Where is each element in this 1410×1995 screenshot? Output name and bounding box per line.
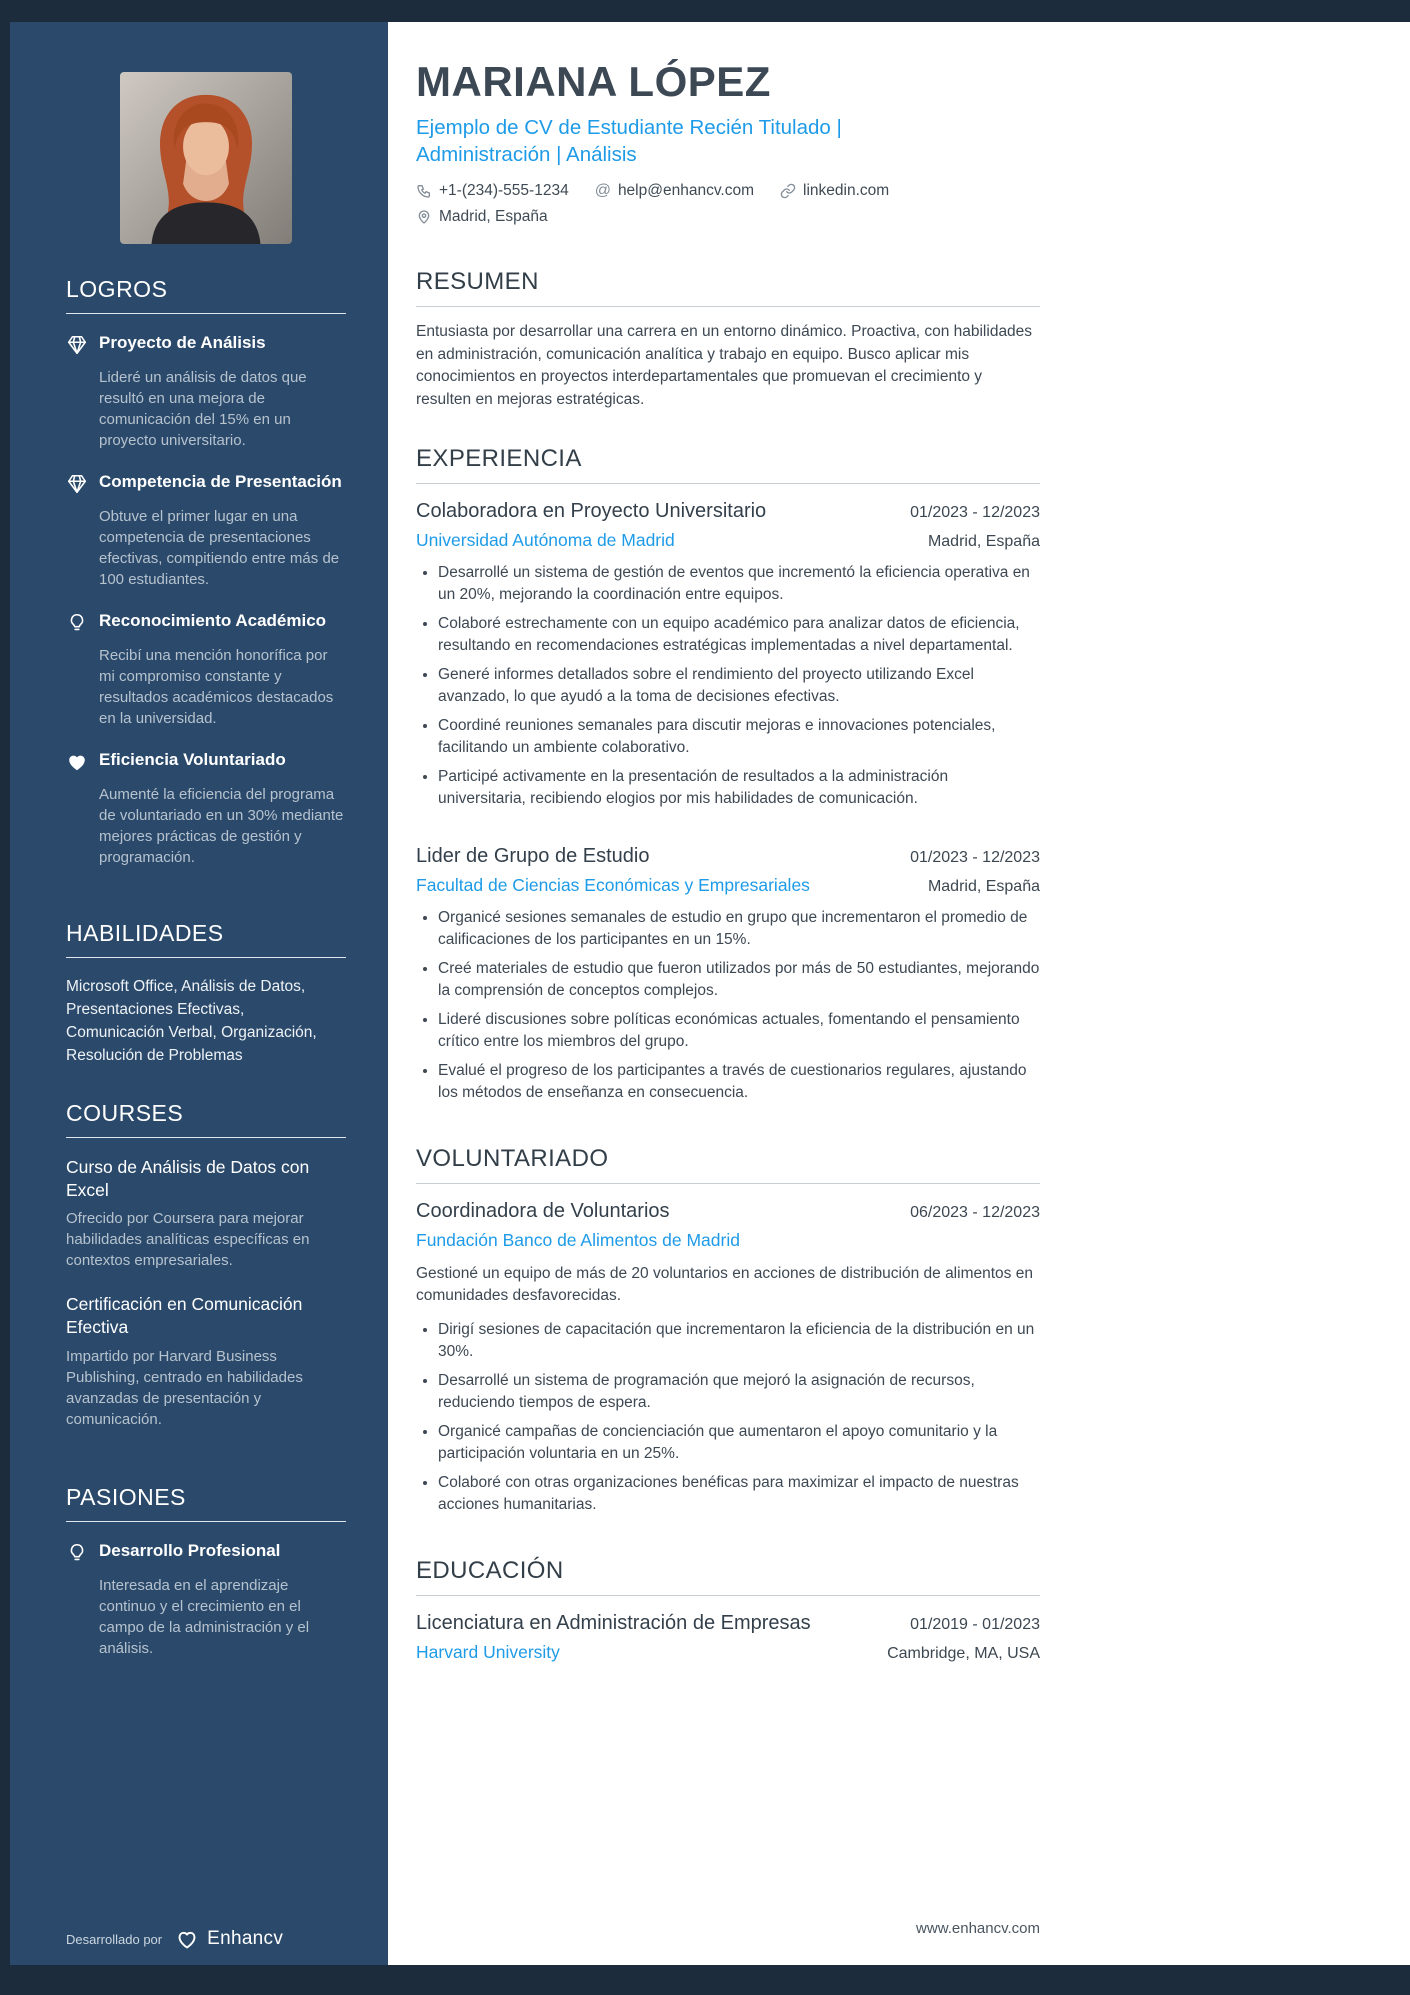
main-content: [388, 22, 1410, 1965]
bullet-item: • Participé activamente en la presentación de resultados a la administración universitaria, recibiendo elogios por mis habilidades de comunicación.: [438, 766, 1040, 810]
bullet-item: • Creé materiales de estudio que fueron utilizados por más de 50 estudiantes, mejorando la comprensión de conceptos complejos.: [438, 958, 1040, 1002]
summary-section-title: RESUMEN: [416, 268, 1040, 307]
bullet-item: • Organicé campañas de concienciación que aumentaron el apoyo comunitario y la participación voluntaria en un 25%.: [438, 1421, 1040, 1465]
achievement-item: [66, 610, 346, 729]
volunteer-role: Coordinadora de Voluntarios: [416, 1199, 670, 1222]
course-title: Certificación en Comunicación Efectiva: [66, 1294, 303, 1337]
email-icon: @: [594, 182, 611, 200]
education-dates: 01/2019 - 01/2023: [910, 1615, 1040, 1633]
bullet-item: • Desarrollé un sistema de gestión de eventos que incrementó la eficiencia operativa en un 20%, mejorando la coordinación entre equipos.: [438, 562, 1040, 606]
sidebar: [10, 22, 388, 1965]
volunteer-bullets: [416, 1319, 1040, 1516]
experience-entry: [416, 500, 1040, 817]
gem-icon: [66, 332, 99, 361]
course-item: [66, 1293, 346, 1430]
bullet-item: • Colaboré con otras organizaciones benéficas para maximizar el impacto de nuestras acciones humanitarias.: [438, 1472, 1040, 1516]
experience-entry: [416, 845, 1040, 1111]
heart-icon: [66, 749, 99, 778]
job-dates: 01/2023 - 12/2023: [910, 848, 1040, 866]
achievement-item: [66, 471, 346, 590]
achievement-item: [66, 749, 346, 868]
portrait-illustration: [120, 72, 292, 244]
headline: Ejemplo de CV de Estudiante Recién Titulado | Administración | Análisis: [416, 116, 842, 167]
bullet-item: • Dirigí sesiones de capacitación que incrementaron la eficiencia de la distribución en un 30%.: [438, 1319, 1040, 1363]
link-icon: [780, 183, 796, 199]
gem-icon: [66, 471, 99, 500]
candidate-name: MARIANA LÓPEZ: [416, 58, 771, 105]
job-location: Madrid, España: [927, 877, 1040, 895]
skills-title: HABILIDADES: [66, 920, 346, 958]
course-title: Curso de Análisis de Datos con Excel: [66, 1156, 310, 1200]
achievement-title: Reconocimiento Académico: [99, 611, 327, 630]
education-section-title: EDUCACIÓN: [416, 1557, 1040, 1596]
achievement-text: Obtuve el primer lugar en una competencia de presentaciones efectivas, compitiendo entre más de 100 estudiantes.: [99, 508, 340, 588]
achievement-text: Recibí una mención honorífica por mi compromiso constante y resultados académicos destacados en la universidad.: [99, 647, 334, 727]
powered-by-label: Desarrollado por: [66, 1931, 163, 1947]
passions-section: [66, 1484, 346, 1679]
job-title: Lider de Grupo de Estudio: [416, 844, 650, 867]
contact-row: [416, 182, 1040, 200]
link-text: linkedin.com: [803, 182, 890, 200]
achievement-text: Aumenté la eficiencia del programa de voluntariado en un 30% mediante mejores prácticas de gestión y programación.: [99, 786, 344, 866]
profile-photo: [120, 72, 292, 244]
lightbulb-icon: [66, 1540, 99, 1569]
achievement-item: [66, 332, 346, 451]
courses-section: [66, 1100, 346, 1452]
contact-info: [416, 182, 1040, 234]
company-name[interactable]: Facultad de Ciencias Económicas y Empresariales: [416, 874, 810, 895]
location-text: Madrid, España: [439, 208, 548, 226]
job-title: Colaboradora en Proyecto Universitario: [416, 499, 767, 522]
bullet-item: • Lideré discusiones sobre políticas económicas actuales, fomentando el pensamiento crítico entre los miembros del grupo.: [438, 1009, 1040, 1053]
enhancv-logo-text: Enhancv: [207, 1928, 284, 1949]
job-location: Madrid, España: [927, 532, 1040, 550]
sidebar-footer: [66, 1897, 346, 1951]
job-dates: 01/2023 - 12/2023: [910, 503, 1040, 521]
achievements-title: LOGROS: [66, 276, 346, 314]
email-item[interactable]: [595, 182, 754, 200]
bullet-item: • Colaboré estrechamente con un equipo académico para analizar datos de eficiencia, resultando en recomendaciones estratégicas implementadas a nivel departamental.: [438, 613, 1040, 657]
course-text: Impartido por Harvard Business Publishing, centrado en habilidades avanzadas de presentación y comunicación.: [66, 1347, 303, 1428]
volunteer-intro: Gestioné un equipo de más de 20 voluntarios en acciones de distribución de alimentos en comunidades desfavorecidas.: [416, 1264, 1033, 1305]
bullet-item: • Generé informes detallados sobre el rendimiento del proyecto utilizando Excel avanzado, lo que ayudó a la toma de decisiones efectivas.: [438, 664, 1040, 708]
achievement-title: Eficiencia Voluntariado: [99, 750, 286, 769]
lightbulb-icon: [66, 610, 99, 639]
location-pin-icon: [416, 209, 432, 225]
company-name[interactable]: Universidad Autónoma de Madrid: [416, 529, 675, 550]
enhancv-logo-icon: [174, 1927, 200, 1951]
contact-row: [416, 208, 1040, 226]
summary-text: Entusiasta por desarrollar una carrera en un entorno dinámico. Proactiva, con habilidades en administración, comunicación analítica y trabajo en equipo. Busco aplicar mis conocimientos en proyectos interdepartamentales que promuevan el crecimiento y resulten en mejoras estratégicas.: [416, 323, 1033, 408]
bullet-item: • Desarrollé un sistema de programación que mejoró la asignación de recursos, reduciendo tiempos de espera.: [438, 1370, 1040, 1414]
courses-title: COURSES: [66, 1100, 346, 1138]
link-item[interactable]: [780, 182, 889, 200]
volunteer-dates: 06/2023 - 12/2023: [910, 1203, 1040, 1221]
website-link[interactable]: www.enhancv.com: [916, 1920, 1040, 1937]
bullet-item: • Organicé sesiones semanales de estudio en grupo que incrementaron el promedio de calificaciones de los participantes en un 15%.: [438, 907, 1040, 951]
passion-text: Interesada en el aprendizaje continuo y el crecimiento en el campo de la administración y el análisis.: [99, 1576, 310, 1657]
course-text: Ofrecido por Coursera para mejorar habilidades analíticas específicas en contextos empresariales.: [66, 1210, 310, 1270]
location-item: [416, 208, 548, 226]
bullet-item: • Evalué el progreso de los participantes a través de cuestionarios regulares, ajustando los métodos de enseñanza en consecuencia.: [438, 1060, 1040, 1104]
phone-item[interactable]: [416, 182, 569, 200]
school-name[interactable]: Harvard University: [416, 1641, 560, 1662]
resume-page: [10, 22, 1410, 1965]
phone-text: +1-(234)-555-1234: [439, 182, 569, 200]
phone-icon: [416, 183, 432, 199]
passion-item: [66, 1540, 346, 1659]
degree-title: Licenciatura en Administración de Empresas: [416, 1611, 811, 1634]
job-bullets: [416, 562, 1040, 810]
achievement-text: Lideré un análisis de datos que resultó en una mejora de comunicación del 15% en un proyecto universitario.: [99, 369, 307, 449]
volunteering-entry: [416, 1200, 1040, 1523]
skills-section: [66, 920, 346, 1068]
job-bullets: [416, 907, 1040, 1104]
experience-section-title: EXPERIENCIA: [416, 445, 1040, 484]
achievement-title: Proyecto de Análisis: [99, 333, 266, 352]
passions-title: PASIONES: [66, 1484, 346, 1522]
education-entry: [416, 1612, 1040, 1663]
education-location: Cambridge, MA, USA: [887, 1644, 1040, 1662]
bullet-item: • Coordiné reuniones semanales para discutir mejoras e innovaciones potenciales, facilitando un ambiente colaborativo.: [438, 715, 1040, 759]
volunteer-org[interactable]: Fundación Banco de Alimentos de Madrid: [416, 1229, 740, 1250]
passion-title: Desarrollo Profesional: [99, 1540, 281, 1560]
achievement-title: Competencia de Presentación: [99, 472, 342, 491]
email-text: help@enhancv.com: [617, 182, 755, 200]
enhancv-logo[interactable]: [174, 1927, 283, 1951]
volunteering-section-title: VOLUNTARIADO: [416, 1145, 1040, 1184]
achievements-section: [66, 276, 346, 888]
course-item: [66, 1156, 346, 1272]
skills-list: Microsoft Office, Análisis de Datos, Presentaciones Efectivas, Comunicación Verbal, Organización, Resolución de Problemas: [66, 978, 317, 1064]
